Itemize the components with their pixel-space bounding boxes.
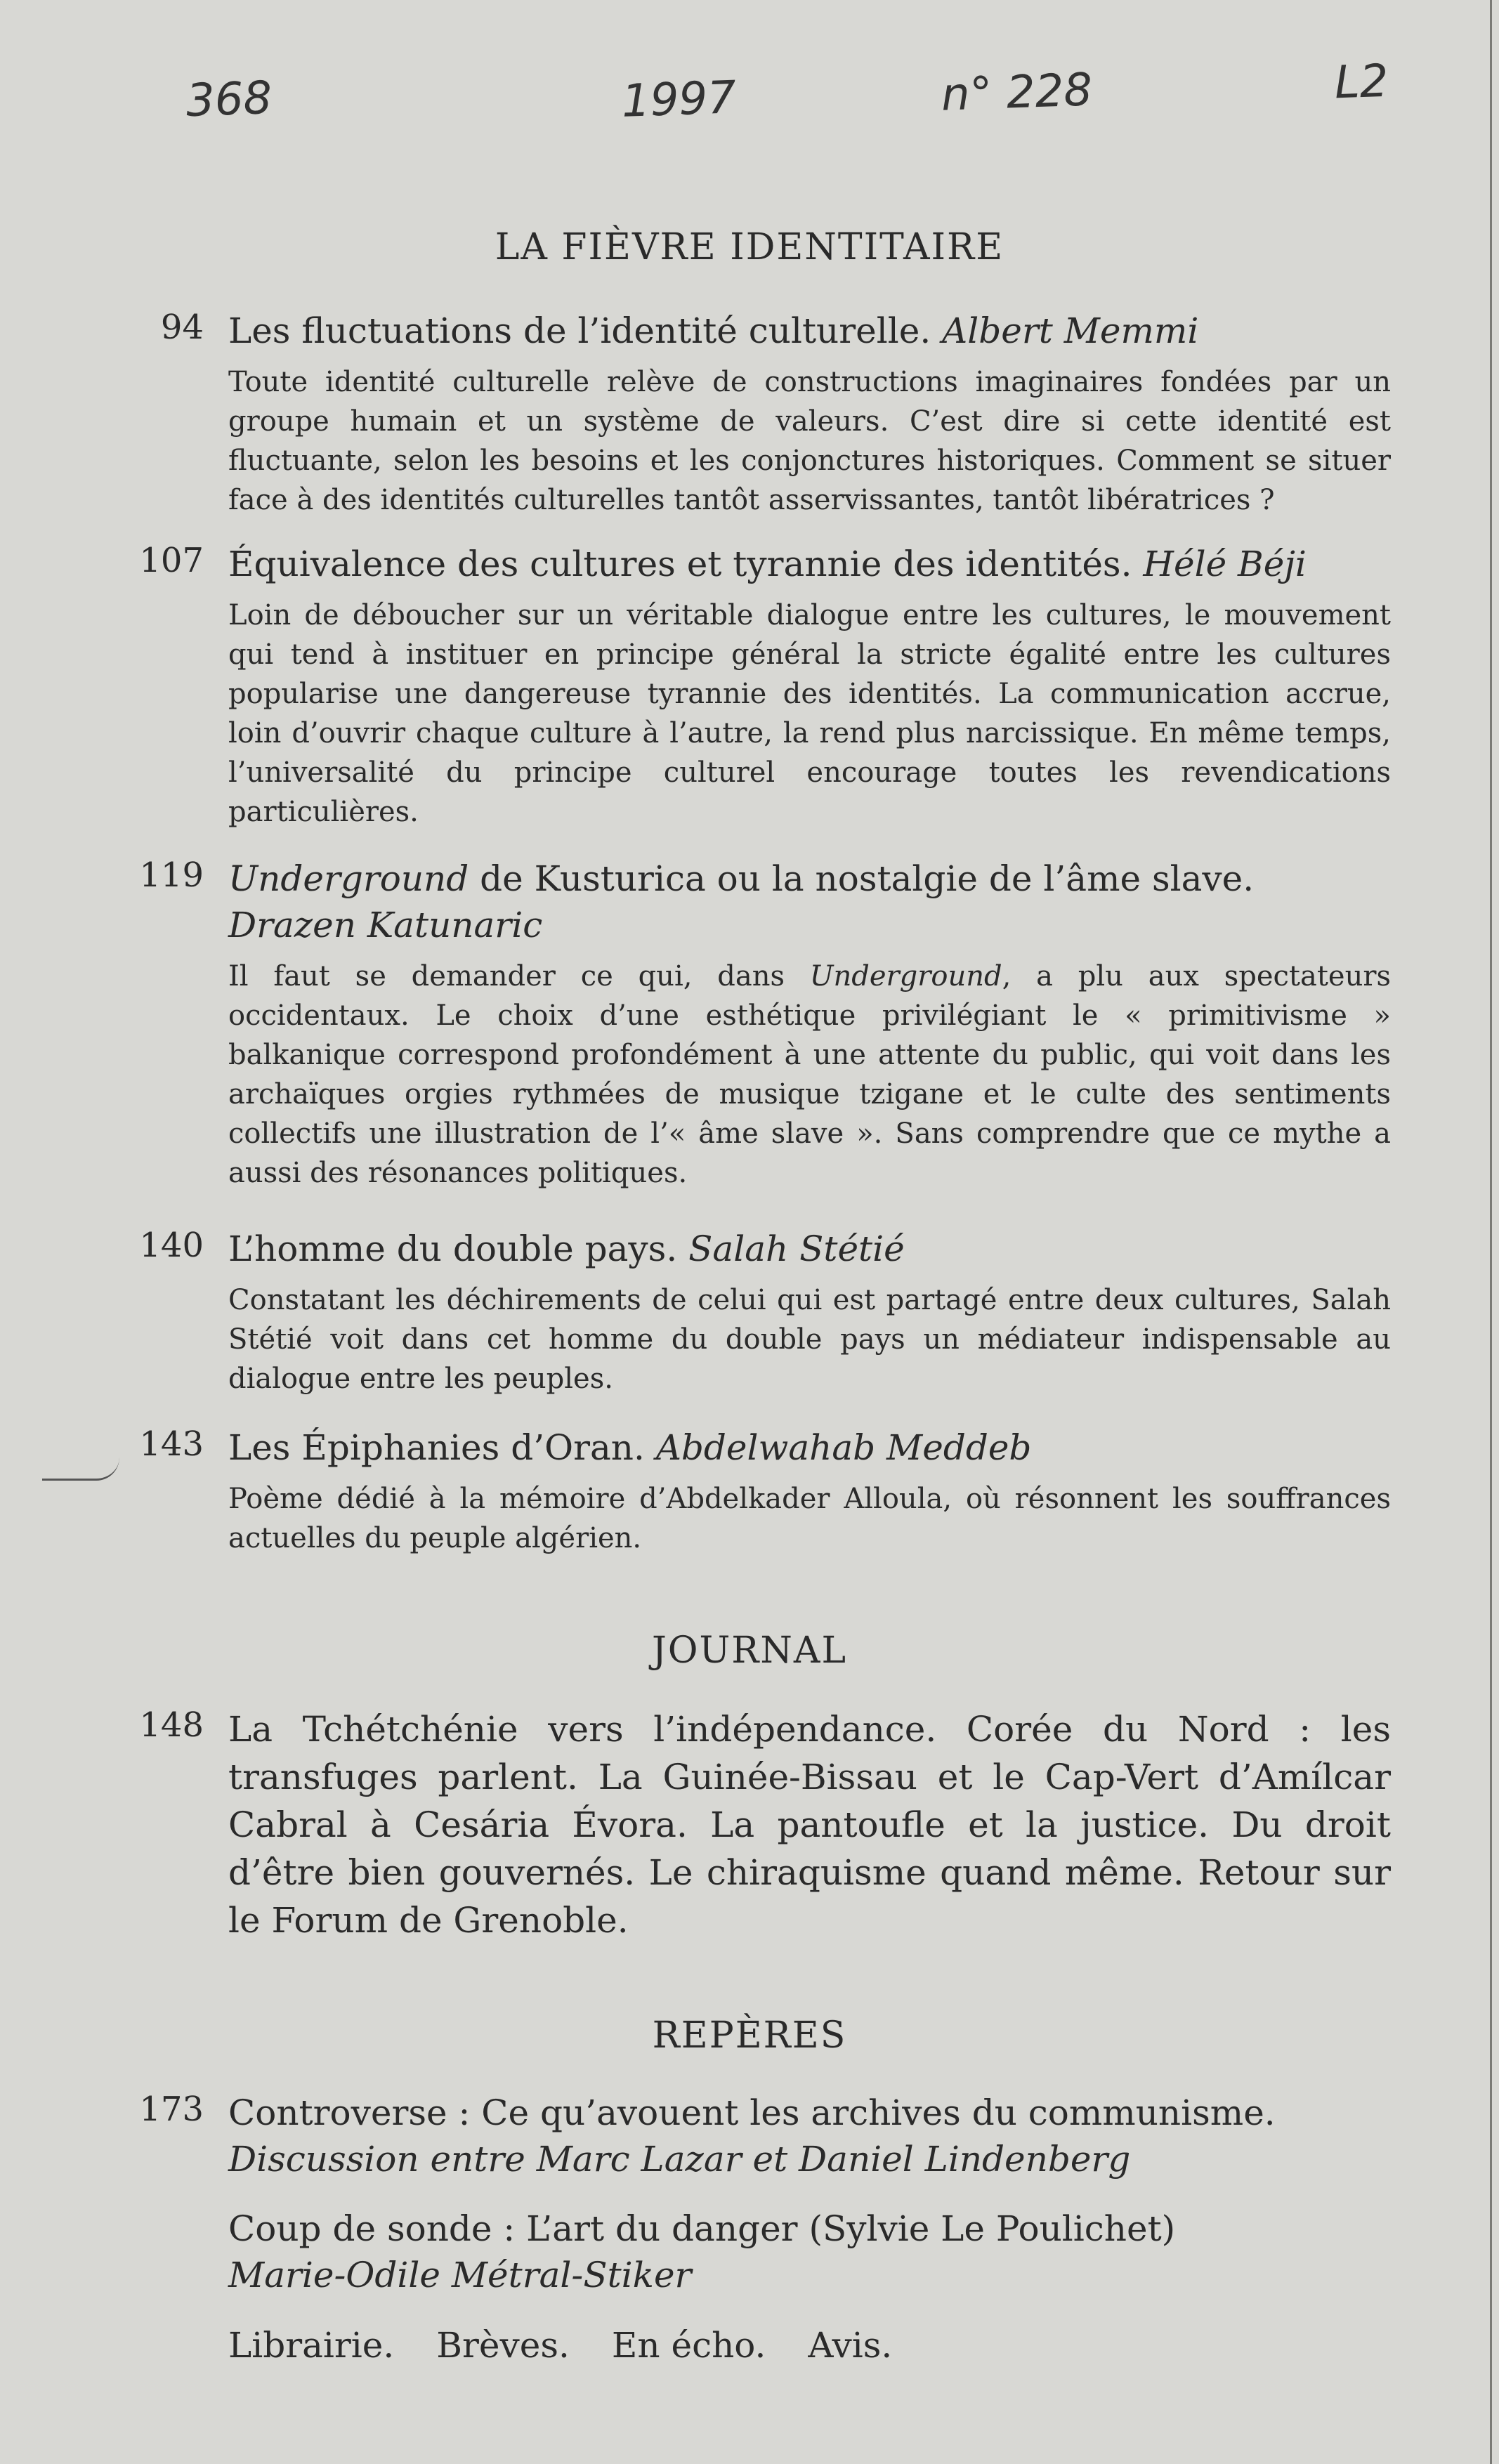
toc-entry [126,1226,1391,1398]
page-number: 119 [139,856,204,895]
entry-title: Les fluctuations de l’identité culturelle. Albert Memmi [228,310,1199,351]
section-heading-journal: JOURNAL [651,1630,848,1672]
entry-title: Underground de Kusturica ou la nostalgie de l’âme slave. [228,858,1255,899]
section-heading-reperes: REPÈRES [652,2014,847,2057]
handwritten-code: L2 [1333,55,1389,110]
page-number: 148 [139,1705,204,1745]
entry-author: Hélé Béji [1143,544,1307,584]
toc-entry [126,1424,1391,1558]
toc-entry [126,856,1391,1193]
controverse-author: Discussion entre Marc Lazar et Daniel Lindenberg [228,2139,1131,2180]
entry-title: Les Épiphanies d’Oran. Abdelwahab Meddeb [228,1427,1032,1468]
journal-text: La Tchétchénie vers l’indépendance. Corée du Nord : les transfuges parlent. La Guinée-Bissau et le Cap-Vert d’Amílcar Cabral à Cesária Évora. La pantoufle et la justice. Du droit d’être bien gouvernés. Le chiraquisme quand même. Retour sur le Forum de Grenoble. [228,1709,1391,1941]
entry-summary: Toute identité culturelle relève de constructions imaginaires fondées par un groupe humain et un système de valeurs. C’est dire si cette identité est fluctuante, selon les besoins et les conjonctures historiques. Comment se situer face à des identités culturelles tantôt asservissantes, tantôt libératrices ? [228,366,1391,516]
coup-de-sonde [228,2206,1387,2298]
handwritten-margin-mark [42,1457,119,1481]
entry-summary: Constatant les déchirements de celui qui est partagé entre deux cultures, Salah Stétié voit dans cet homme du double pays un médiateur indispensable au dialogue entre les peuples. [228,1284,1391,1395]
entry-title: Équivalence des cultures et tyrannie des identités. Hélé Béji [228,544,1307,584]
entry-author: Salah Stétié [688,1228,905,1269]
page-edge [1490,0,1492,2464]
entry-summary: Loin de déboucher sur un véritable dialogue entre les cultures, le mouvement qui tend à instituer en principe général la stricte égalité entre les cultures popularise une dangereuse tyrannie des identités. La communication accrue, loin d’ouvrir chaque culture à l’autre, la rend plus narcissique. En même temps, l’universalité du principe culturel encourage toutes les revendications particulières. [228,599,1391,828]
page-number: 107 [139,541,204,580]
rubrique-en-echo: En écho. [611,2325,766,2366]
sonde-author: Marie-Odile Métral-Stiker [228,2255,692,2295]
rubrique-breves: Brèves. [436,2325,570,2366]
toc-entry-journal [126,1705,1391,1944]
rubriques-list [228,2325,934,2366]
handwritten-year: 1997 [620,72,738,128]
entry-summary: Il faut se demander ce qui, dans Underground, a plu aux spectateurs occidentaux. Le choix d’une esthétique privilégiant le « primitivisme » balkanique correspond profondément à une attente du public, qui voit dans les archaïques orgies rythmées de musique tzigane et le culte des sentiments collectifs une illustration de l’« âme slave ». Sans comprendre que ce mythe a aussi des résonances politiques. [228,960,1391,1189]
toc-entry-reperes [126,2090,1391,2182]
sonde-title: Coup de sonde : L’art du danger (Sylvie Le Poulichet) [228,2208,1176,2249]
handwritten-issue: n° 228 [940,64,1094,122]
rubrique-avis: Avis. [808,2325,893,2366]
toc-entry [126,541,1391,832]
page-number: 143 [139,1424,204,1464]
controverse-title: Controverse : Ce qu’avouent les archives du communisme. [228,2092,1276,2133]
entry-summary: Poème dédié à la mémoire d’Abdelkader Alloula, où résonnent les souffrances actuelles du peuple algérien. [228,1483,1391,1554]
toc-entry [126,308,1391,520]
page-number: 173 [139,2090,204,2129]
page-number: 140 [139,1226,204,1265]
entry-author: Albert Memmi [942,310,1199,351]
rubrique-librairie: Librairie. [228,2325,395,2366]
handwritten-number: 368 [185,72,273,128]
page-number: 94 [160,308,204,347]
section-heading-fievre: LA FIÈVRE IDENTITAIRE [495,226,1004,268]
entry-author: Drazen Katunaric [228,905,543,945]
entry-author: Abdelwahab Meddeb [655,1427,1032,1468]
entry-title: L’homme du double pays. Salah Stétié [228,1228,905,1269]
